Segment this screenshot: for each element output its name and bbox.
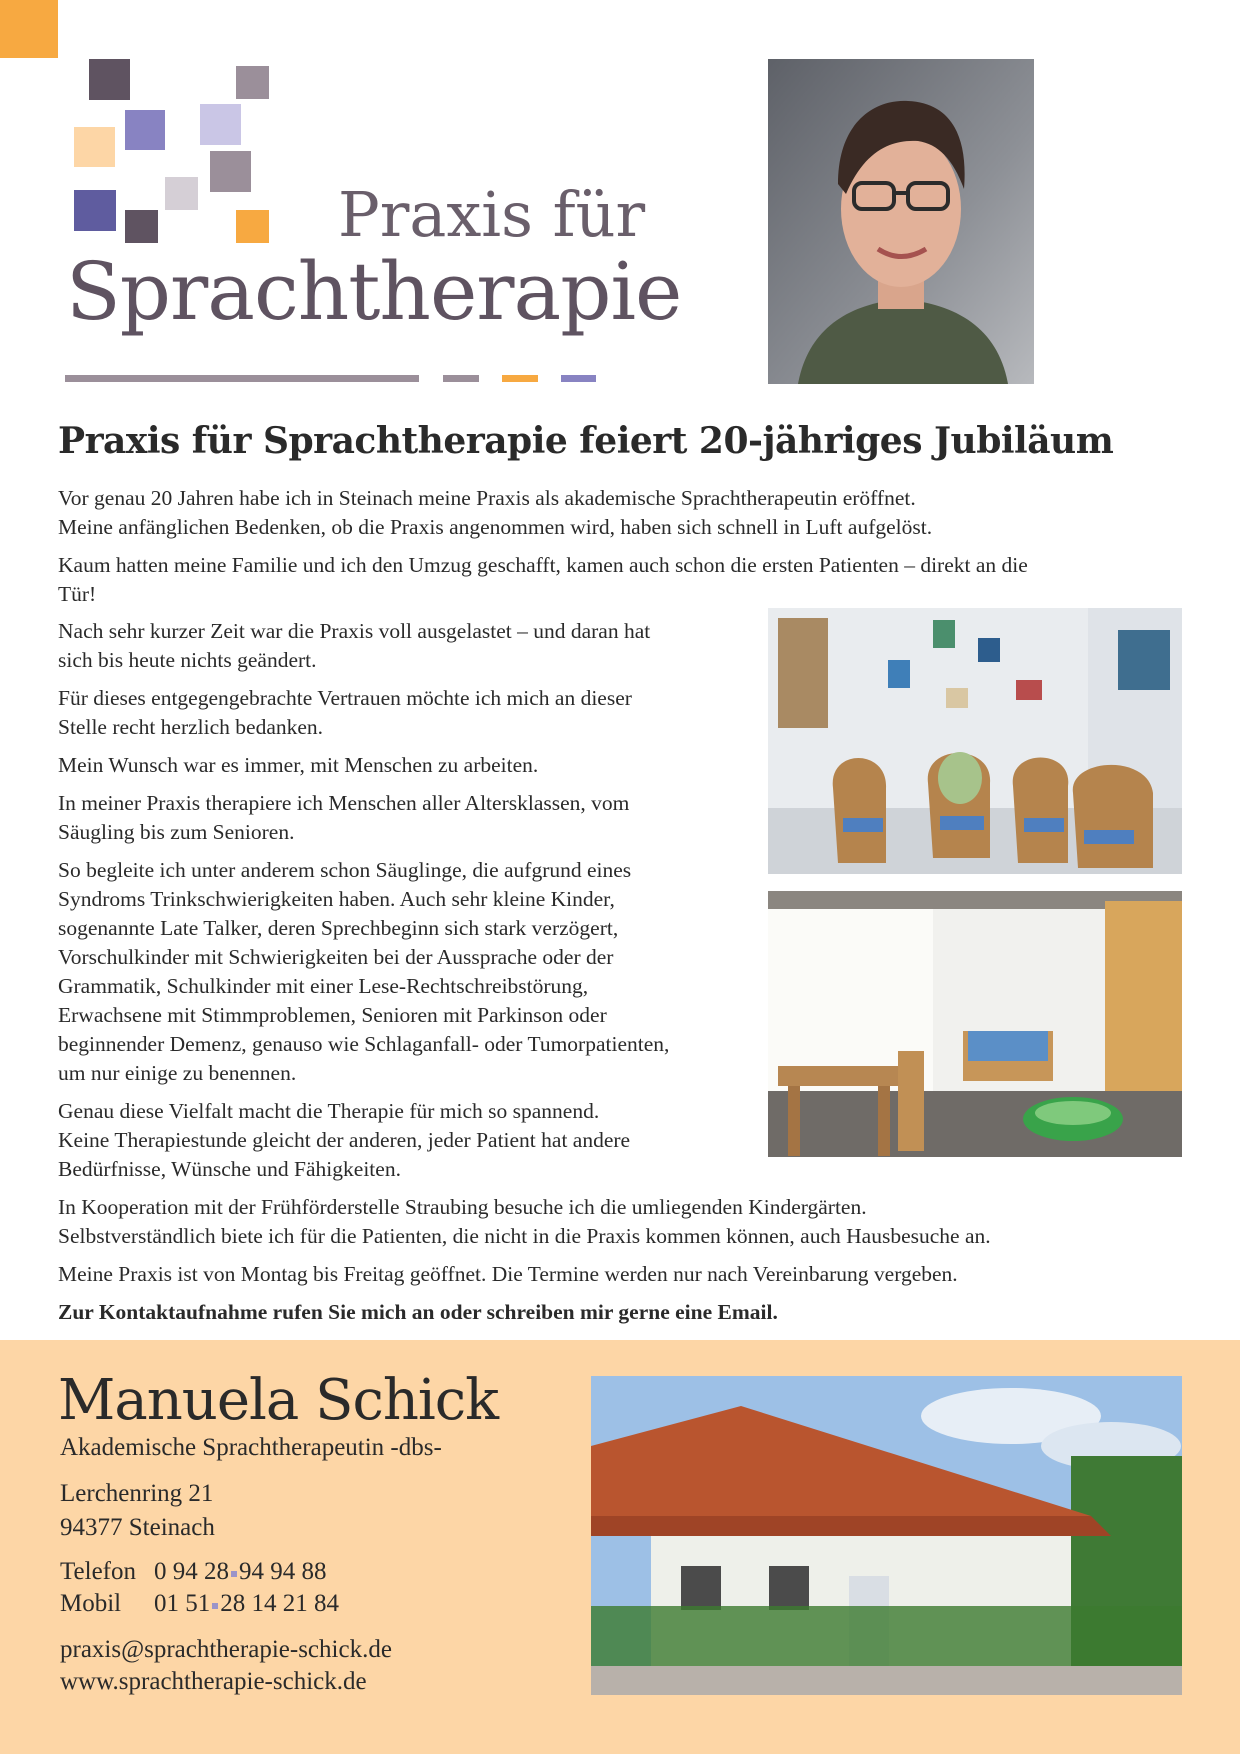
paragraph-line: sich bis heute nichts geändert. — [58, 648, 317, 672]
therapy-room-photo — [768, 891, 1182, 1157]
paragraph-line: So begleite ich unter anderem schon Säuglinge, die aufgrund eines — [58, 858, 632, 882]
paragraph-line: Mein Wunsch war es immer, mit Menschen zu arbeiten. — [58, 753, 539, 777]
paragraph-line: Tür! — [58, 582, 97, 606]
separator-dot — [212, 1603, 218, 1609]
paragraph-line: beginnender Demenz, genauso wie Schlaganfall- oder Tumorpatienten, — [58, 1032, 670, 1056]
paragraph-line: Grammatik, Schulkinder mit einer Lese-Rechtschreibstörung, — [58, 974, 589, 998]
corner-accent — [0, 0, 58, 58]
logo-rule — [65, 375, 419, 382]
logo-square — [125, 110, 165, 150]
logo-square — [165, 177, 198, 210]
paragraph-line: Selbstverständlich biete ich für die Patienten, die nicht in die Praxis kommen können, auch Hausbesuche an. — [58, 1224, 991, 1248]
paragraph-line: Nach sehr kurzer Zeit war die Praxis voll ausgelastet – und daran hat — [58, 619, 651, 643]
paragraph-line: In Kooperation mit der Frühförderstelle Straubing besuche ich die umliegenden Kindergärten. — [58, 1195, 867, 1219]
logo-rule — [561, 375, 596, 382]
phone-row — [60, 1558, 327, 1586]
logo-square — [236, 66, 269, 99]
paragraph-line: Stelle recht herzlich bedanken. — [58, 715, 324, 739]
house-photo — [591, 1376, 1182, 1695]
paragraph-line: In meiner Praxis therapiere ich Menschen aller Altersklassen, vom — [58, 791, 630, 815]
website-link[interactable]: www.sprachtherapie-schick.de — [60, 1668, 367, 1695]
paragraph-line: um nur einige zu benennen. — [58, 1061, 297, 1085]
portrait-photo — [768, 59, 1034, 384]
logo-square — [89, 59, 130, 100]
email-link[interactable]: praxis@sprachtherapie-schick.de — [60, 1636, 392, 1663]
logo-square — [74, 190, 116, 231]
paragraph-line: Vor genau 20 Jahren habe ich in Steinach meine Praxis als akademische Sprachtherapeutin eröffnet. — [58, 486, 916, 510]
logo-text-praxis: Praxis für — [338, 178, 646, 251]
logo-rule — [443, 375, 479, 382]
paragraph-line: Meine Praxis ist von Montag bis Freitag geöffnet. Die Termine werden nur nach Vereinbarung vergeben. — [58, 1262, 958, 1286]
paragraph-line: Für dieses entgegengebrachte Vertrauen möchte ich mich an dieser — [58, 686, 632, 710]
paragraph-line: Erwachsene mit Stimmproblemen, Senioren mit Parkinson oder — [58, 1003, 607, 1027]
logo-square — [125, 210, 158, 243]
phone-label: Telefon — [60, 1558, 136, 1585]
paragraph-line: Genau diese Vielfalt macht die Therapie für mich so spannend. — [58, 1099, 600, 1123]
mobile-number[interactable]: 28 14 21 84 — [220, 1590, 339, 1617]
paragraph-line: Kaum hatten meine Familie und ich den Umzug geschafft, kamen auch schon die ersten Patienten – direkt an die — [58, 553, 1028, 577]
paragraph-line: Vorschulkinder mit Schwierigkeiten bei der Aussprache oder der — [58, 945, 614, 969]
contact-call-to-action: Zur Kontaktaufnahme rufen Sie mich an oder schreiben mir gerne eine Email. — [58, 1300, 778, 1324]
paragraph-line: Bedürfnisse, Wünsche und Fähigkeiten. — [58, 1157, 401, 1181]
mobile-area-code[interactable]: 01 51 — [154, 1590, 211, 1617]
logo-rule — [502, 375, 538, 382]
logo-square — [236, 210, 269, 243]
paragraph-line: sogenannte Late Talker, deren Sprechbeginn sich stark verzögert, — [58, 916, 619, 940]
waiting-room-photo — [768, 608, 1182, 874]
logo-square — [74, 127, 115, 167]
logo-square — [200, 104, 241, 145]
phone-area-code[interactable]: 0 94 28 — [154, 1558, 229, 1585]
separator-dot — [231, 1571, 237, 1577]
mobile-row — [60, 1590, 339, 1618]
contact-street: Lerchenring 21 — [60, 1480, 214, 1507]
paragraph-line: Keine Therapiestunde gleicht der anderen, jeder Patient hat andere — [58, 1128, 631, 1152]
paragraph-line: Meine anfänglichen Bedenken, ob die Praxis angenommen wird, haben sich schnell in Luft aufgelöst. — [58, 515, 933, 539]
logo-text-sprachtherapie: Sprachtherapie — [66, 245, 682, 338]
contact-name: Manuela Schick — [58, 1368, 499, 1433]
phone-number[interactable]: 94 94 88 — [239, 1558, 327, 1585]
article-headline: Praxis für Sprachtherapie feiert 20-jähriges Jubiläum — [58, 420, 1114, 462]
paragraph-line: Syndroms Trinkschwierigkeiten haben. Auch sehr kleine Kinder, — [58, 887, 615, 911]
contact-title: Akademische Sprachtherapeutin -dbs- — [60, 1434, 442, 1461]
paragraph-line: Säugling bis zum Senioren. — [58, 820, 295, 844]
contact-city: 94377 Steinach — [60, 1514, 215, 1541]
mobile-label: Mobil — [60, 1590, 122, 1617]
logo-square — [210, 151, 251, 192]
